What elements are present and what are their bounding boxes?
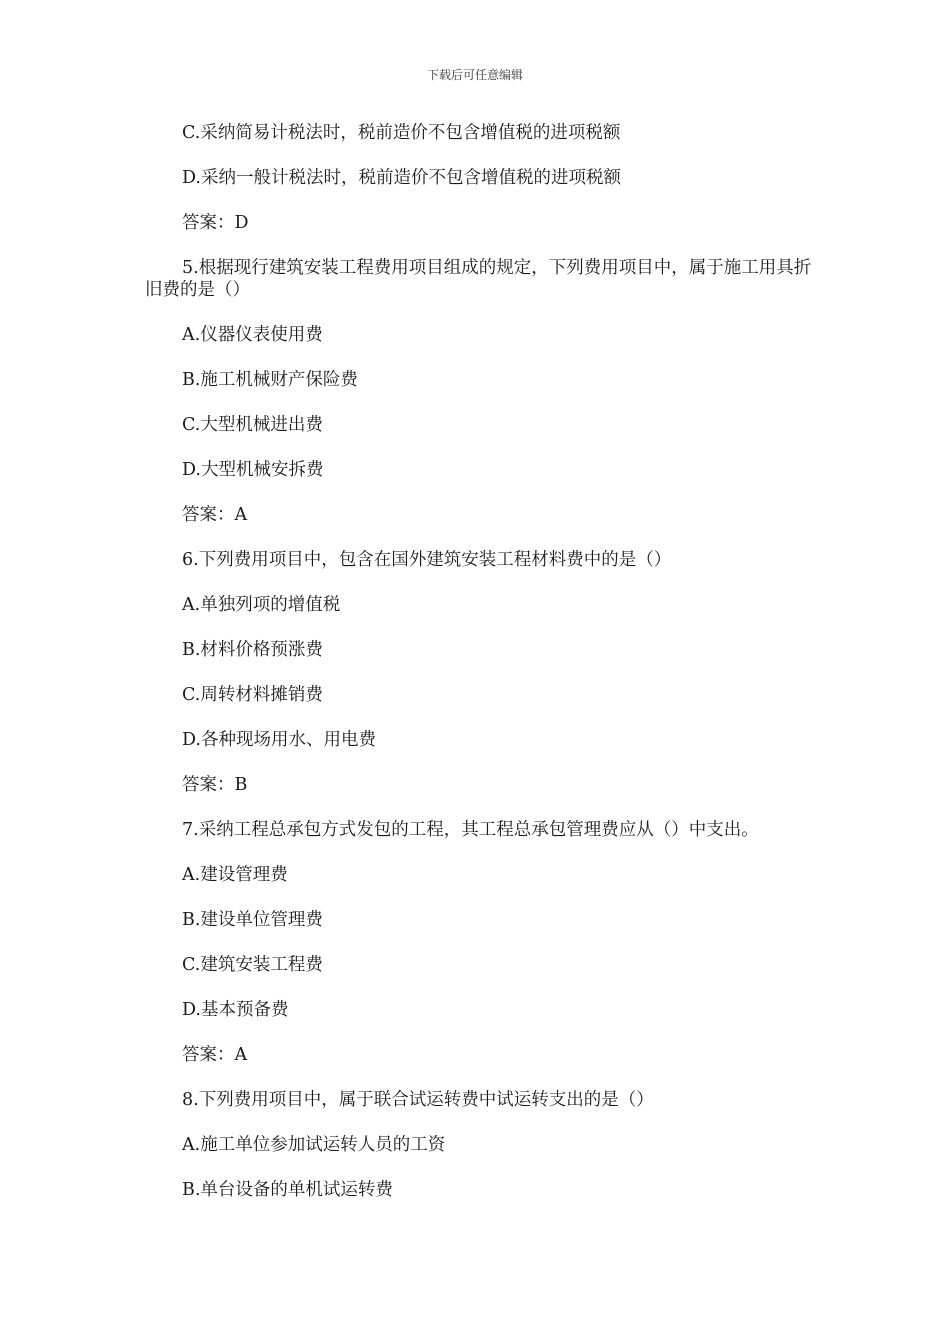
option-line: A.单独列项的增值税 [182, 595, 341, 615]
option-line: C.采纳简易计税法时，税前造价不包含增值税的进项税额 [182, 123, 621, 143]
option-line: A.施工单位参加试运转人员的工资 [182, 1135, 446, 1155]
option-line: B.施工机械财产保险费 [182, 370, 358, 390]
answer-line: 答案：B [182, 775, 248, 795]
option-line: D.采纳一般计税法时，税前造价不包含增值税的进项税额 [182, 168, 621, 188]
page-header-note: 下载后可任意编辑 [426, 68, 523, 82]
question-text: 7.采纳工程总承包方式发包的工程，其工程总承包管理费应从（）中支出。 [182, 820, 759, 840]
question-text: 5.根据现行建筑安装工程费用项目组成的规定，下列费用项目中，属于施工用具折旧费的是（） [145, 258, 812, 300]
question-text: 8.下列费用项目中，属于联合试运转费中试运转支出的是（） [182, 1090, 654, 1110]
option-line: C.大型机械进出费 [182, 415, 323, 435]
option-line: B.材料价格预涨费 [182, 640, 323, 660]
option-line: C.周转材料摊销费 [182, 685, 323, 705]
option-line: C.建筑安装工程费 [182, 955, 323, 975]
option-line: D.各种现场用水、用电费 [182, 730, 376, 750]
option-line: D.大型机械安拆费 [182, 460, 324, 480]
answer-line: 答案：A [182, 1045, 248, 1065]
option-line: D.基本预备费 [182, 1000, 289, 1020]
answer-line: 答案：D [182, 213, 249, 233]
option-line: B.建设单位管理费 [182, 910, 323, 930]
option-line: B.单台设备的单机试运转费 [182, 1180, 393, 1200]
question-text: 6.下列费用项目中，包含在国外建筑安装工程材料费中的是（） [182, 550, 672, 570]
document-body [145, 122, 815, 1224]
option-line: A.仪器仪表使用费 [182, 325, 323, 345]
option-line: A.建设管理费 [182, 865, 288, 885]
answer-line: 答案：A [182, 505, 248, 525]
